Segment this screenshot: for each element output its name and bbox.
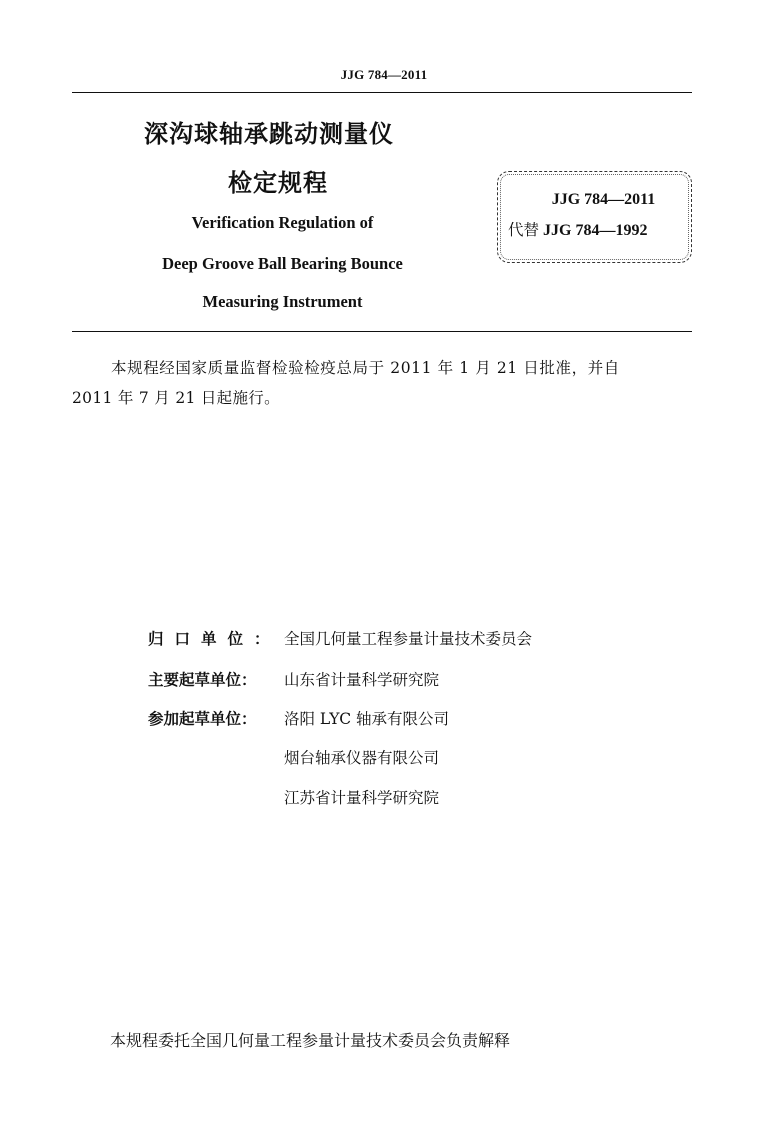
title-chinese-line-1: 深沟球轴承跳动测量仪	[144, 120, 394, 148]
approval-text-line-1: 本规程经国家质量监督检验检疫总局于 2011 年 1 月 21 日批准，并自	[111, 359, 620, 377]
owner-label: 归口单位：	[148, 630, 281, 648]
drafter-value: 山东省计量科学研究院	[284, 671, 440, 689]
participant-item: 江苏省计量科学研究院	[284, 789, 440, 807]
participants-row-3	[0, 786, 768, 810]
title-chinese-line-2: 检定规程	[228, 169, 328, 197]
title-english-line-3: Measuring Instrument	[202, 292, 363, 311]
title-english-line-2: Deep Groove Ball Bearing Bounce	[162, 254, 403, 273]
top-divider	[72, 92, 692, 93]
title-english-line-1: Verification Regulation of	[191, 213, 374, 232]
participants-label: 参加起草单位：	[148, 710, 257, 728]
approval-text-line-2: 2011 年 7 月 21 日起施行。	[72, 389, 280, 407]
drafter-row	[0, 668, 768, 692]
interpretation-note: 本规程委托全国几何量工程参量计量技术委员会负责解释	[110, 1031, 511, 1050]
drafter-label: 主要起草单位：	[148, 671, 257, 689]
regulation-code: JJG 784—2011	[551, 191, 656, 208]
bottom-divider	[72, 331, 692, 332]
participants-row	[0, 707, 768, 731]
participant-item: 洛阳 LYC 轴承有限公司	[284, 710, 449, 728]
replaces-prefix: 代替	[508, 221, 540, 239]
owner-row	[0, 627, 768, 651]
participants-row-2	[0, 746, 768, 770]
owner-value: 全国几何量工程参量计量技术委员会	[284, 630, 533, 648]
participant-item: 烟台轴承仪器有限公司	[284, 749, 440, 767]
regulation-code-box	[497, 171, 692, 263]
header-document-code: JJG 784—2011	[340, 67, 428, 82]
replaces-line	[508, 218, 703, 240]
replaced-code: JJG 784—1992	[543, 222, 648, 239]
